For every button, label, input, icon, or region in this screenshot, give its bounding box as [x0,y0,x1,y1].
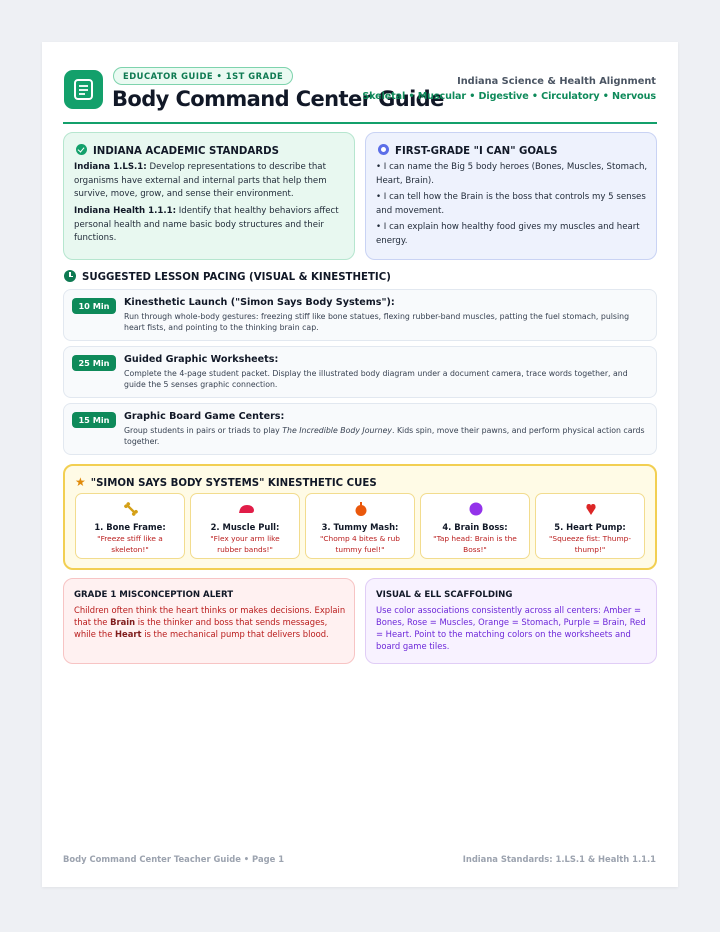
cue-title: 2. Muscle Pull: [210,522,280,532]
standard-item: Indiana Health 1.1.1: Identify that healthy behaviors affect personal health and name basic body structures and their functions. [74,206,339,243]
pacing-title: Graphic Board Game Centers: [124,411,285,422]
standards-card [63,132,355,260]
cue-title: 1. Bone Frame: [94,522,166,532]
pacing-item [63,403,657,455]
muscle-icon [191,502,301,516]
grade-tag: EDUCATOR GUIDE • 1ST GRADE [113,67,293,85]
misconception-card [63,578,355,664]
ell-heading: VISUAL & ELL SCAFFOLDING [376,590,513,600]
cue-card [75,493,185,559]
footer-right: Indiana Standards: 1.LS.1 & Health 1.1.1 [462,854,656,864]
footer-left: Body Command Center Teacher Guide • Page 1 [63,854,285,864]
pacing-title: Kinesthetic Launch ("Simon Says Body Systems"): [124,297,395,308]
goal-item: • I can name the Big 5 body heroes (Bones, Muscles, Stomach, Heart, Brain). [376,162,648,186]
document-icon [74,79,93,100]
pacing-item [63,289,657,341]
pacing-heading: SUGGESTED LESSON PACING (VISUAL & KINESTHETIC) [64,270,391,283]
time-badge: 25 Min [72,355,116,371]
check-circle-icon [76,144,87,155]
cue-title: 4. Brain Boss: [442,522,508,532]
cue-card [190,493,300,559]
ell-card [365,578,657,664]
misconception-heading: GRADE 1 MISCONCEPTION ALERT [74,590,234,600]
target-icon [378,144,389,155]
pacing-desc: Run through whole-body gestures: freezing stiff like bone statues, flexing rubber-band muscles, patting the fuel stomach, pulsing heart fists, and pointing to the thinking brain cap. [124,312,630,332]
time-badge: 10 Min [72,298,116,314]
cue-desc: "Tap head: Brain is the Boss!" [433,534,517,554]
pacing-desc: Complete the 4-page student packet. Display the illustrated body diagram under a document camera, trace words together, and guide the 5 senses graphic connection. [124,369,628,389]
heart-icon [536,502,646,516]
star-icon: ★ [75,475,86,489]
cue-desc: "Freeze stiff like a skeleton!" [97,534,163,554]
alignment-title: Indiana Science & Health Alignment [457,76,656,87]
clock-icon [64,270,76,282]
cue-card [535,493,645,559]
cues-heading: ★ "SIMON SAYS BODY SYSTEMS" KINESTHETIC CUES [75,475,377,489]
standard-item: Indiana 1.LS.1: Develop representations to describe that organisms have external and internal parts that help them survive, move, grow, and sense their environment. [74,162,327,199]
time-badge: 15 Min [72,412,116,428]
goals-heading: FIRST-GRADE "I CAN" GOALS [378,144,558,157]
cue-title: 3. Tummy Mash: [321,522,399,532]
standards-heading: INDIANA ACADEMIC STANDARDS [76,144,279,157]
alignment-systems: Skeletal • Muscular • Digestive • Circulatory • Nervous [362,91,656,102]
misconception-text: Children often think the heart thinks or makes decisions. Explain that the Brain is the thinker and boss that sends messages, while the Heart is the mechanical pump that delivers blood. [74,605,346,639]
goals-card [365,132,657,260]
cues-panel [63,464,657,570]
guide-page [42,42,678,887]
brain-icon [421,502,531,516]
bone-icon [76,502,186,516]
stomach-icon [306,502,416,516]
cue-desc: "Squeeze fist: Thump-thump!" [548,534,632,554]
cue-card [420,493,530,559]
pacing-title: Guided Graphic Worksheets: [124,354,279,365]
cue-desc: "Flex your arm like rubber bands!" [210,534,280,554]
ell-text: Use color associations consistently across all centers: Amber = Bones, Rose = Muscles, Orange = Stomach, Purple = Brain, Red = Heart. Point to the matching colors on the worksheets and board game tiles. [376,605,646,651]
cue-card [305,493,415,559]
cue-desc: "Chomp 4 bites & rub tummy fuel!" [320,534,400,554]
page-title: Body Command Center Guide [112,87,444,111]
logo [64,70,103,109]
pacing-desc: Group students in pairs or triads to play The Incredible Body Journey. Kids spin, move their pawns, and perform physical action cards together. [124,426,645,446]
header-divider [63,122,657,124]
goal-item: • I can explain how healthy food gives my muscles and heart energy. [376,222,640,246]
pacing-item [63,346,657,398]
goal-item: • I can tell how the Brain is the boss that controls my 5 senses and movement. [376,192,646,216]
cue-title: 5. Heart Pump: [554,522,626,532]
